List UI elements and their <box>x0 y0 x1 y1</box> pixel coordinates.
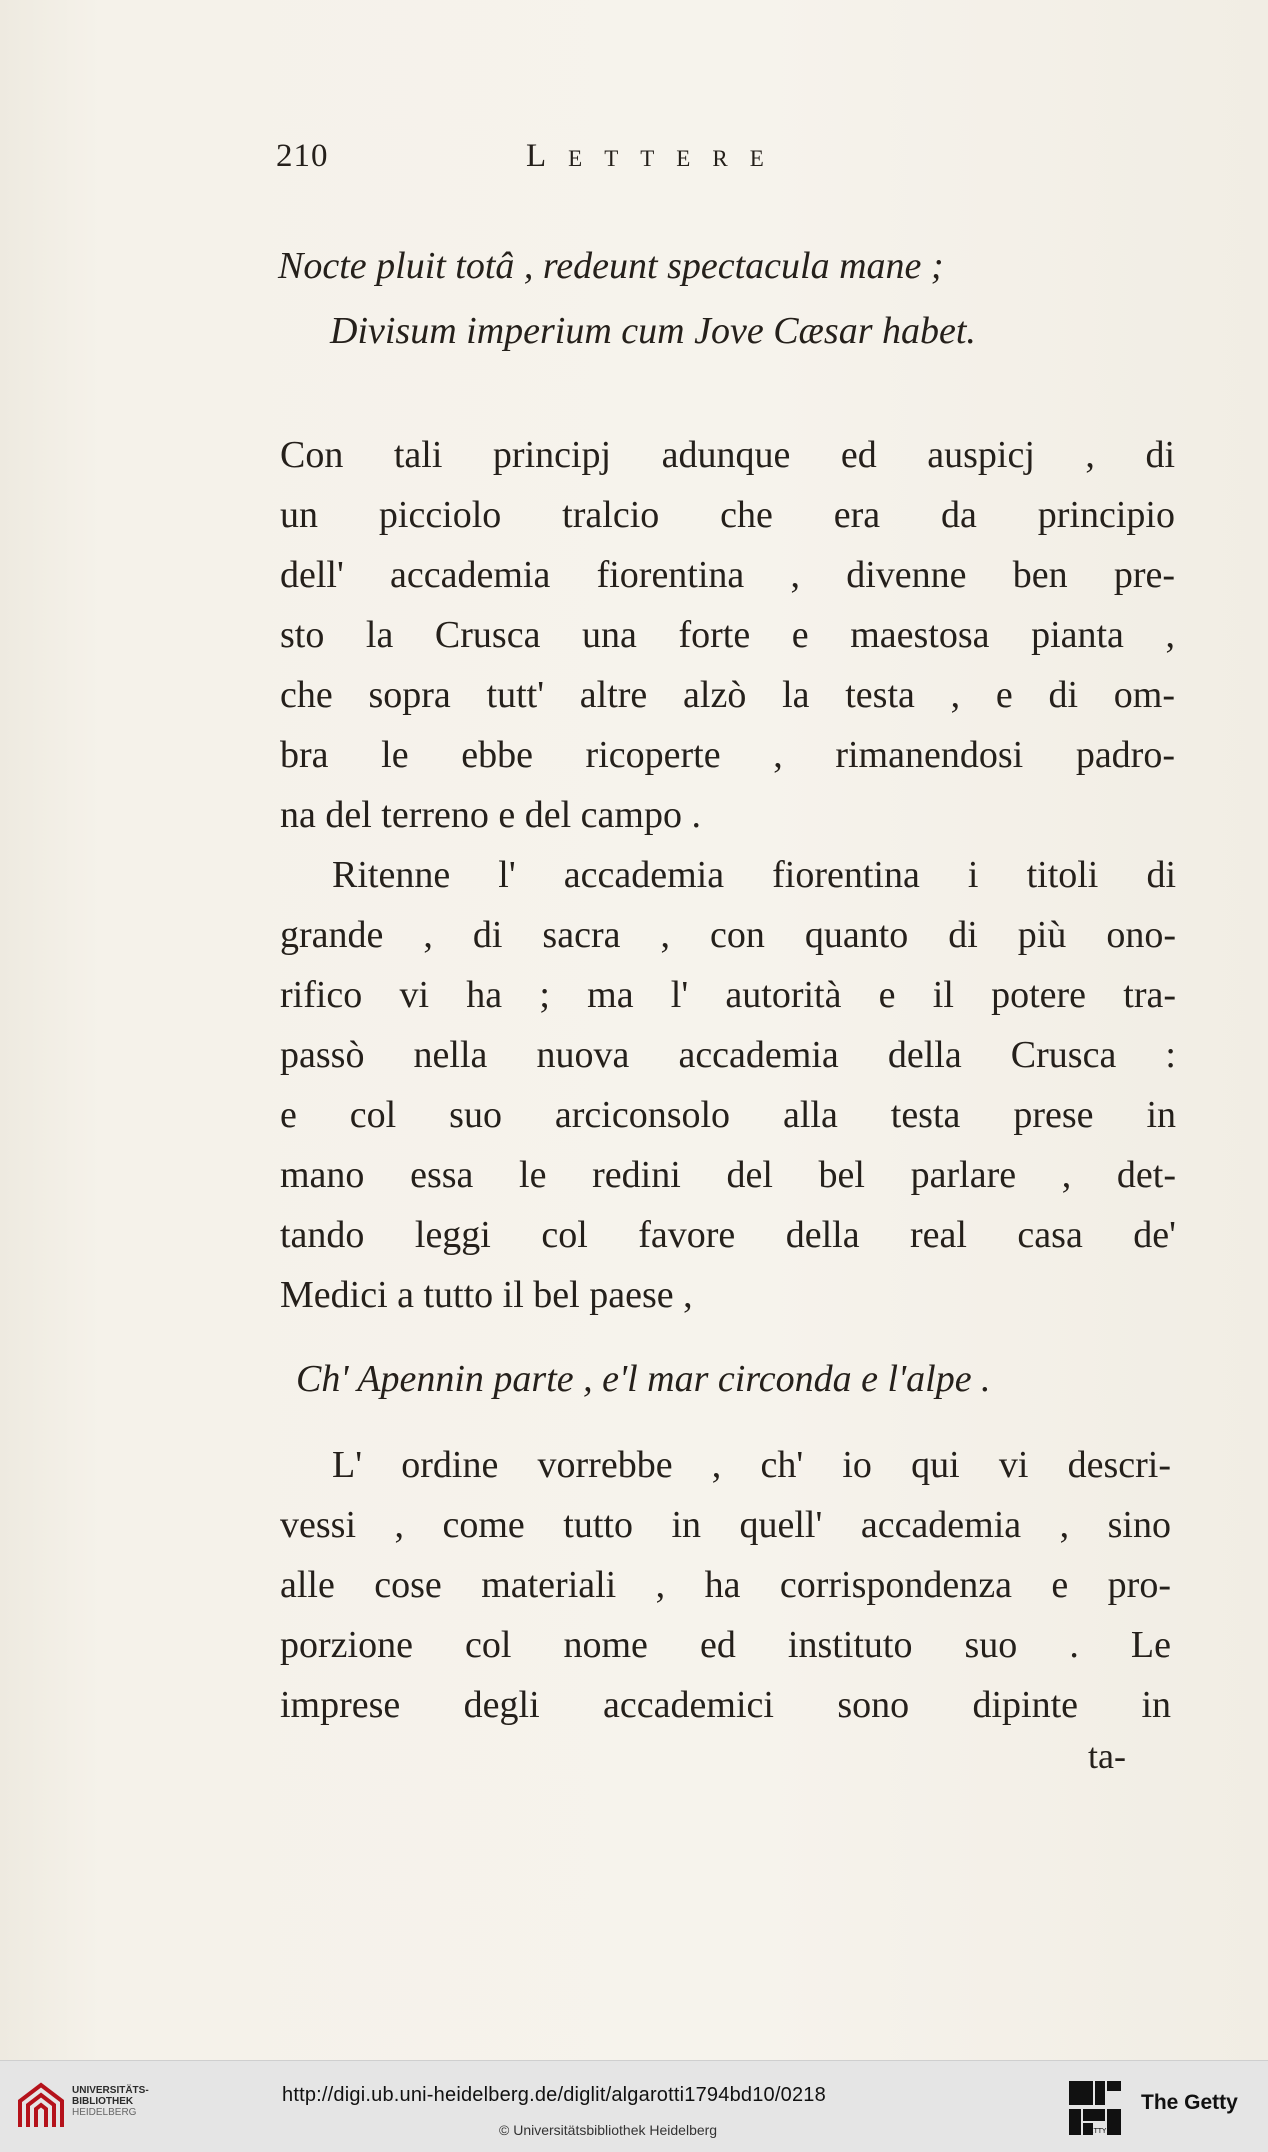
running-title: Lettere <box>526 138 786 174</box>
paragraph-2 <box>280 845 1176 1325</box>
text-line: che sopra tutt' altre alzò la testa , e di om- <box>280 674 1175 716</box>
text-line: Medici a tutto il bel paese , <box>280 1274 693 1316</box>
page-header <box>276 138 936 184</box>
text-line: rifico vi ha ; ma l' autorità e il potere tra- <box>280 974 1176 1016</box>
text-line: dell' accademia fiorentina , divenne ben pre- <box>280 554 1175 596</box>
text-line: grande , di sacra , con quanto di più ono- <box>280 914 1176 956</box>
text-line: passò nella nuova accademia della Crusca : <box>280 1034 1176 1076</box>
getty-logo-text: GETTY <box>1083 2127 1107 2135</box>
text-line: mano essa le redini del bel parlare , det- <box>280 1154 1176 1196</box>
text-line: alle cose materiali , ha corrispondenza e pro- <box>280 1564 1171 1606</box>
paragraph-1 <box>280 425 1175 845</box>
viewer-footer <box>0 2060 1268 2152</box>
text-line: e col suo arciconsolo alla testa prese in <box>280 1094 1176 1136</box>
text-line: porzione col nome ed instituto suo . Le <box>280 1624 1171 1666</box>
permalink-url[interactable]: http://digi.ub.uni-heidelberg.de/diglit/algarotti1794bd10/0218 <box>282 2084 826 2106</box>
getty-name: The Getty <box>1141 2091 1238 2114</box>
library-name-line: UNIVERSITÄTS- <box>72 2085 149 2096</box>
text-line: bra le ebbe ricoperte , rimanendosi padro- <box>280 734 1175 776</box>
text-line: vessi , come tutto in quell' accademia , sino <box>280 1504 1171 1546</box>
text-line: L' ordine vorrebbe , ch' io qui vi descri- <box>332 1444 1171 1486</box>
page-number: 210 <box>276 138 329 174</box>
text-line: tando leggi col favore della real casa de' <box>280 1214 1176 1256</box>
text-line: imprese degli accademici sono dipinte in <box>280 1684 1171 1726</box>
library-name <box>72 2085 149 2118</box>
verse-line-1: Nocte pluit totâ , redeunt spectacula mane ; <box>278 245 944 287</box>
library-logo-icon[interactable] <box>14 2079 68 2133</box>
copyright-notice: © Universitätsbibliothek Heidelberg <box>499 2122 718 2138</box>
text-line: na del terreno e del campo . <box>280 794 701 836</box>
getty-logo-icon[interactable] <box>1067 2079 1123 2137</box>
text-line: un picciolo tralcio che era da principio <box>280 494 1175 536</box>
verse-line-2: Divisum imperium cum Jove Cæsar habet. <box>330 310 976 352</box>
text-line: sto la Crusca una forte e maestosa pianta , <box>280 614 1175 656</box>
verse-line-3: Ch' Apennin parte , e'l mar circonda e l'alpe . <box>296 1358 991 1400</box>
library-name-line: BIBLIOTHEK <box>72 2096 134 2107</box>
text-line: Con tali principj adunque ed auspicj , di <box>280 434 1175 476</box>
paragraph-3 <box>280 1435 1170 1735</box>
library-name-line: HEIDELBERG <box>72 2107 137 2118</box>
catchword: ta- <box>1088 1736 1126 1776</box>
text-line: Ritenne l' accademia fiorentina i titoli di <box>332 854 1176 896</box>
